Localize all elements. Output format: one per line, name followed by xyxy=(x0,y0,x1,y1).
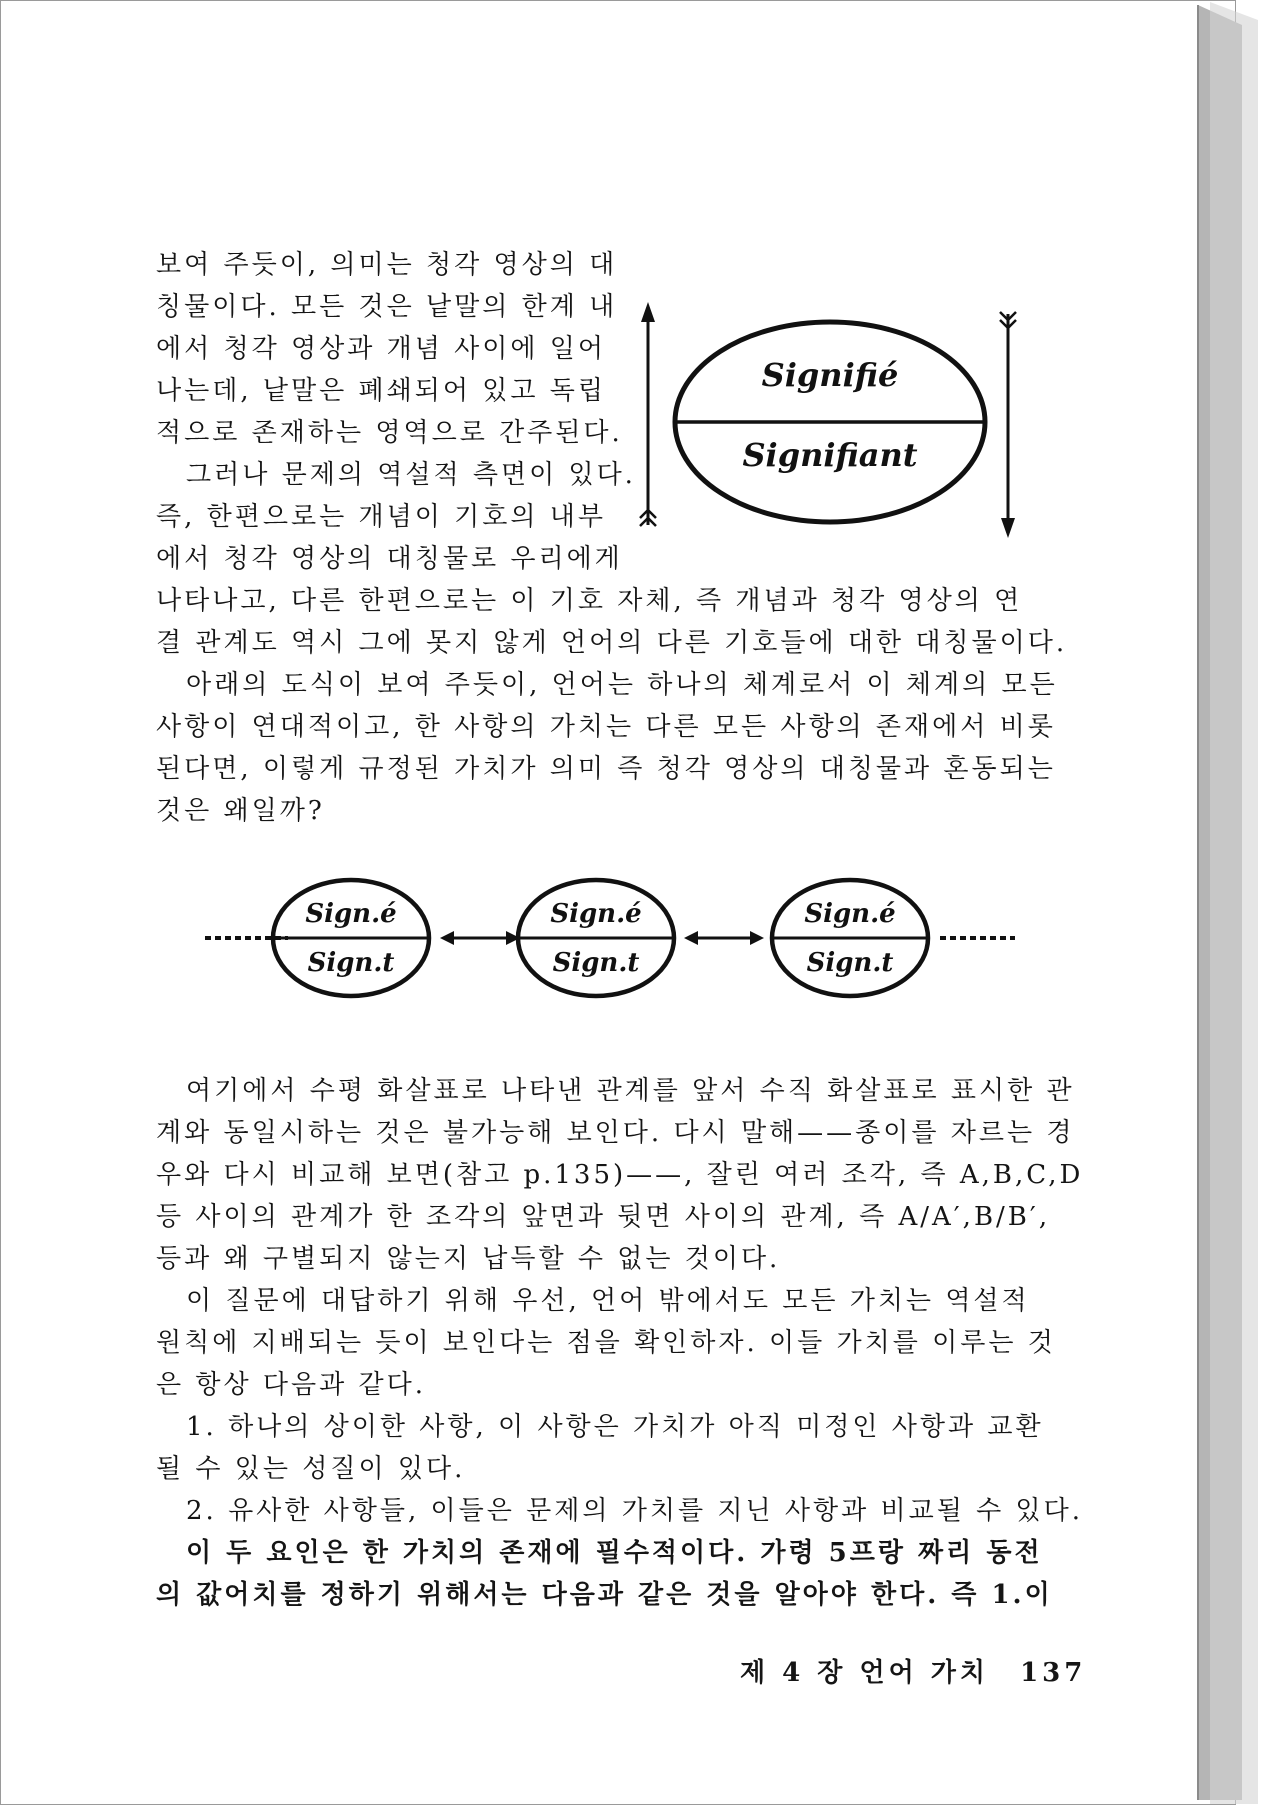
text-line: 계와 동일시하는 것은 불가능해 보인다. 다시 말해——종이를 자르는 경 xyxy=(156,1118,1075,1148)
page-footer xyxy=(740,1652,1086,1689)
sign-top-label: Sign.é xyxy=(804,899,896,929)
text-line: 아래의 도식이 보여 주듯이, 언어는 하나의 체계로서 이 체계의 모든 xyxy=(186,670,1058,700)
text-line: 여기에서 수평 화살표로 나타낸 관계를 앞서 수직 화살표로 표시한 관 xyxy=(186,1076,1075,1106)
text-line: 나타나고, 다른 한편으로는 이 기호 자체, 즉 개념과 청각 영상의 연 xyxy=(156,586,1023,616)
up-arrow-head xyxy=(641,302,655,322)
sign-diagram xyxy=(620,300,1040,550)
text-line: 의 값어치를 정하기 위해서는 다음과 같은 것을 알아야 한다. 즉 1.이 xyxy=(156,1580,1053,1610)
upper-text-block xyxy=(156,244,636,580)
page-number: 137 xyxy=(1020,1658,1087,1688)
text-line: 것은 왜일까? xyxy=(156,796,325,826)
text-line: 에서 청각 영상의 대칭물로 우리에게 xyxy=(156,544,623,574)
text-line: 우와 다시 비교해 보면(참고 p.135)——, 잘린 여러 조각, 즉 A,B,C,D xyxy=(156,1160,1084,1190)
text-line: 칭물이다. 모든 것은 낱말의 한계 내 xyxy=(156,292,618,322)
chapter-title: 제 4 장 언어 가치 xyxy=(740,1658,989,1688)
signifie-label: Signifié xyxy=(761,356,899,394)
sign-bottom-label: Sign.t xyxy=(552,948,640,978)
middle-text-block xyxy=(156,580,1067,832)
text-line: 등 사이의 관계가 한 조각의 앞면과 뒷면 사이의 관계, 즉 A/A′,B/B′, xyxy=(156,1202,1051,1232)
double-arrow-1 xyxy=(440,931,520,945)
text-line: 은 항상 다음과 같다. xyxy=(156,1370,426,1400)
sign-top-label: Sign.é xyxy=(305,899,397,929)
text-line: 에서 청각 영상과 개념 사이에 일어 xyxy=(156,334,606,364)
text-line: 적으로 존재하는 영역으로 간주된다. xyxy=(156,418,623,448)
text-line: 이 두 요인은 한 가치의 존재에 필수적이다. 가령 5프랑 짜리 동전 xyxy=(186,1538,1043,1568)
sign-node-3 xyxy=(772,880,928,996)
double-arrow-2 xyxy=(684,931,764,945)
down-arrow-head xyxy=(1001,518,1015,538)
text-line: 그러나 문제의 역설적 측면이 있다. xyxy=(186,460,636,490)
sign-node-2 xyxy=(518,880,674,996)
sign-bottom-label: Sign.t xyxy=(307,948,395,978)
sign-chain-diagram xyxy=(200,870,1030,1010)
text-line: 즉, 한편으로는 개념이 기호의 내부 xyxy=(156,502,606,532)
sign-top-label: Sign.é xyxy=(550,899,642,929)
text-line: 1. 하나의 상이한 사항, 이 사항은 가치가 아직 미정인 사항과 교환 xyxy=(186,1412,1044,1442)
text-line: 나는데, 낱말은 폐쇄되어 있고 독립 xyxy=(156,376,606,406)
text-line: 원칙에 지배되는 듯이 보인다는 점을 확인하자. 이들 가치를 이루는 것 xyxy=(156,1328,1056,1358)
text-line: 2. 유사한 사항들, 이들은 문제의 가치를 지닌 사항과 비교될 수 있다. xyxy=(186,1496,1083,1526)
text-line: 이 질문에 대답하기 위해 우선, 언어 밖에서도 모든 가치는 역설적 xyxy=(186,1286,1030,1316)
text-line: 된다면, 이렇게 규정된 가치가 의미 즉 청각 영상의 대칭물과 혼동되는 xyxy=(156,754,1056,784)
text-line: 보여 주듯이, 의미는 청각 영상의 대 xyxy=(156,250,618,280)
text-line: 사항이 연대적이고, 한 사항의 가치는 다른 모든 사항의 존재에서 비롯 xyxy=(156,712,1056,742)
sign-node-1 xyxy=(273,880,429,996)
sign-bottom-label: Sign.t xyxy=(806,948,894,978)
text-line: 될 수 있는 성질이 있다. xyxy=(156,1454,466,1484)
text-line: 등과 왜 구별되지 않는지 납득할 수 없는 것이다. xyxy=(156,1244,781,1274)
lower-text-block xyxy=(156,1070,1083,1616)
text-line: 결 관계도 역시 그에 못지 않게 언어의 다른 기호들에 대한 대칭물이다. xyxy=(156,628,1068,658)
signifiant-label: Signifiant xyxy=(742,436,918,474)
